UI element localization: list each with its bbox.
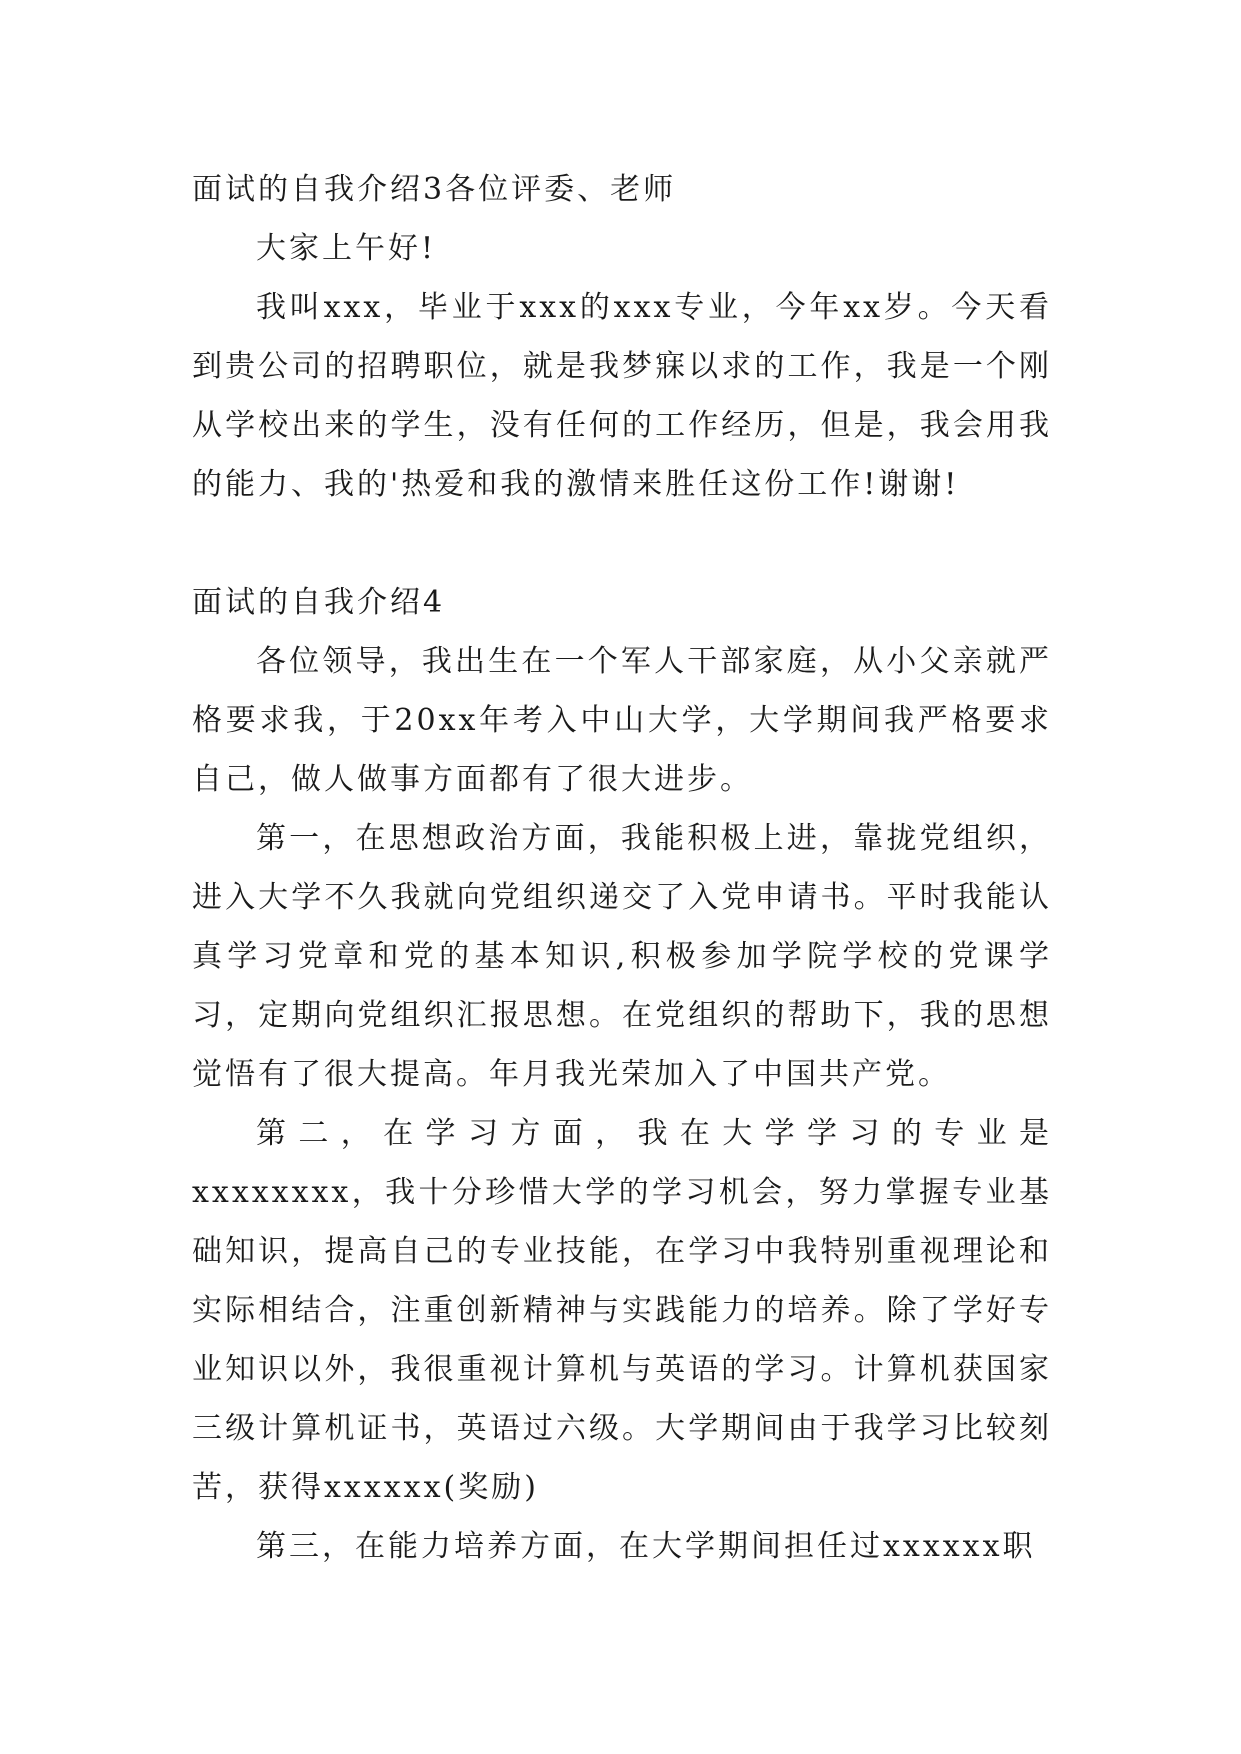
section-gap [192, 514, 1052, 573]
section-4-paragraph-ability: 第三，在能力培养方面，在大学期间担任过xxxxxx职 [256, 1529, 1036, 1564]
section-3-paragraph: 我叫xxx，毕业于xxx的xxx专业，今年xx岁。今天看到贵公司的招聘职位，就是我梦寐以求的工作，我是一个刚从学校出来的学生，没有任何的工作经历，但是，我会用我的能力、我的'热爱和我的激情来胜任这份工作!谢谢! [192, 290, 1052, 502]
section-4-heading: 面试的自我介绍4 [192, 585, 446, 620]
section-3-heading: 面试的自我介绍3各位评委、老师 [192, 172, 677, 207]
section-4-paragraph-study: 第二，在学习方面，我在大学学习的专业是xxxxxxxx，我十分珍惜大学的学习机会，努力掌握专业基础知识，提高自己的专业技能，在学习中我特别重视理论和实际相结合，注重创新精神与实践能力的培养。除了学好专业知识以外，我很重视计算机与英语的学习。计算机获国家三级计算机证书，英语过六级。大学期间由于我学习比较刻苦，获得xxxxxx(奖励) [192, 1116, 1052, 1505]
document-body [192, 160, 1052, 1576]
section-3-greeting: 大家上午好! [256, 231, 437, 266]
section-4-paragraph-politics: 第一，在思想政治方面，我能积极上进，靠拢党组织，进入大学不久我就向党组织递交了入党申请书。平时我能认真学习党章和党的基本知识,积极参加学院学校的党课学习，定期向党组织汇报思想。在党组织的帮助下，我的思想觉悟有了很大提高。年月我光荣加入了中国共产党。 [192, 821, 1052, 1092]
section-4-paragraph-intro: 各位领导，我出生在一个军人干部家庭，从小父亲就严格要求我，于20xx年考入中山大学，大学期间我严格要求自己，做人做事方面都有了很大进步。 [192, 644, 1052, 797]
